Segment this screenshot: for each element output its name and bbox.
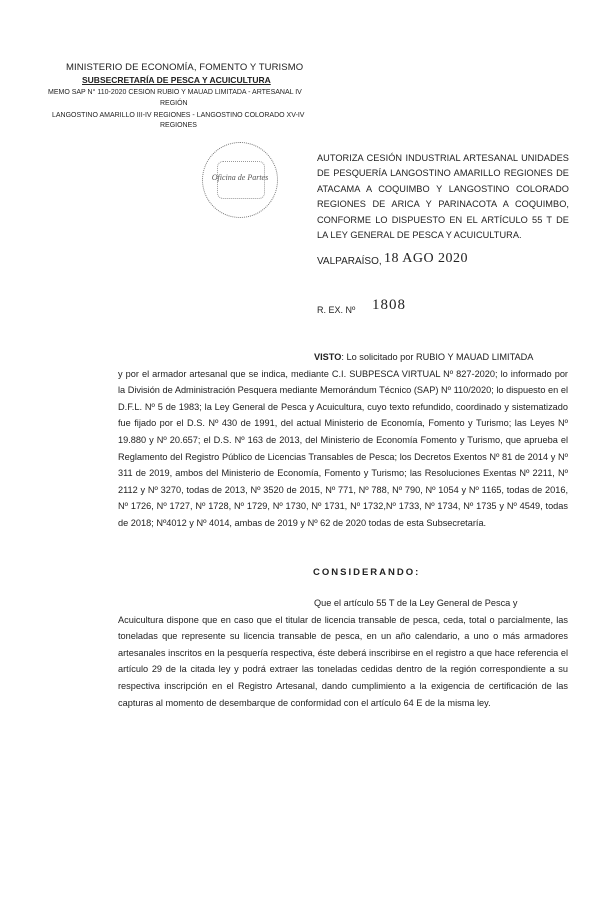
visto-lead-text: : Lo solicitado por RUBIO Y MAUAD LIMITADA <box>341 352 534 362</box>
visto-body: y por el armador artesanal que se indica, mediante C.I. SUBPESCA VIRTUAL Nº 827-2020; lo informado por la División de Administración Pesquera mediante Memorándum Técnico (SAP) Nº 110/2020; lo dispuesto en el D.F.L. Nº 5 de 1983; la Ley General de Pesca y Acuicultura, cuyo texto refundido, coordinado y sistematizado fue fijado por el D.S. Nº 430 de 1991, del actual Ministerio de Economía, Fomento y Turismo; las Leyes Nº 19.880 y Nº 20.657; el D.S. Nº 163 de 2013, del Ministerio de Economía Fomento y Turismo, que aprueba el Reglamento del Registro Público de Licencias Transables de Pesca; los Decretos Exentos Nº 81 de 2014 y Nº 311 de 2019, ambos del Ministerio de Economía, Fomento y Turismo; las Resoluciones Exentas Nº 2211, Nº 2112 y Nº 3270, todas de 2013, Nº 3520 de 2015, Nº 771, Nº 788, Nº 790, Nº 1054 y Nº 1165, todas de 2016, Nº 1726, Nº 1727, Nº 1728, Nº 1729, Nº 1730, Nº 1731, Nº 1732,Nº 1733, Nº 1734, Nº 1735 y Nº 4549, todas de 2018; Nº4012 y Nº 4014, ambas de 2019 y Nº 62 de 2020 todas de esta Subsecretaría. <box>118 368 568 528</box>
visto-lead <box>118 349 568 366</box>
visto-label: VISTO <box>314 352 342 362</box>
memo-reference-line-3: LANGOSTINO AMARILLO III-IV REGIONES - LANGOSTINO COLORADO XV-IV <box>52 112 305 119</box>
place-label: VALPARAÍSO, <box>317 256 382 267</box>
memo-reference-line-2: REGIÓN <box>160 100 188 107</box>
considerando-lead: Que el artículo 55 T de la Ley General de Pesca y <box>314 598 518 608</box>
resolution-date: 18 AGO 2020 <box>384 251 469 266</box>
considerando-section <box>118 595 568 711</box>
resolution-number-label: R. EX. Nº <box>317 305 356 315</box>
stamp-text: Oficina de Partes <box>211 173 269 182</box>
considerando-heading: CONSIDERANDO: <box>313 567 421 578</box>
memo-reference-line-4: REGIONES <box>160 122 197 129</box>
memo-reference-line-1: MEMO SAP N° 110-2020 CESIÓN RUBIO Y MAUAD LIMITADA - ARTESANAL IV <box>48 89 302 96</box>
resolution-title: AUTORIZA CESIÓN INDUSTRIAL ARTESANAL UNIDADES DE PESQUERÍA LANGOSTINO AMARILLO REGIONES DE ATACAMA A COQUIMBO Y LANGOSTINO COLORADO REGIONES DE ARICA Y PARINACOTA A COQUIMBO, CONFORME LO DISPUESTO EN EL ARTÍCULO 55 T DE LA LEY GENERAL DE PESCA Y ACUICULTURA. <box>317 153 569 241</box>
considerando-body: Acuicultura dispone que en caso que el titular de licencia transable de pesca, ceda, total o parcialmente, las toneladas que represente su licencia transable de pesca, en un año calendario, a uno o más armadores artesanales inscritos en la pesquería respectiva, éste deberá inscribirse en el registro a que hace referencia el artículo 29 de la citada ley y podrá extraer las toneladas cedidas dentro de la región correspondiente a su respectiva inscripción en el Registro Artesanal, dando cumplimiento a la exigencia de certificación de las capturas al momento de desembarque de conformidad con el artículo 64 E de la misma ley. <box>118 614 568 708</box>
ministry-name: MINISTERIO DE ECONOMÍA, FOMENTO Y TURISMO <box>66 62 304 73</box>
visto-section <box>118 349 568 532</box>
office-stamp <box>202 142 278 218</box>
subsecretaria-name: SUBSECRETARÍA DE PESCA Y ACUICULTURA <box>82 75 271 85</box>
resolution-number: 1808 <box>372 297 406 313</box>
